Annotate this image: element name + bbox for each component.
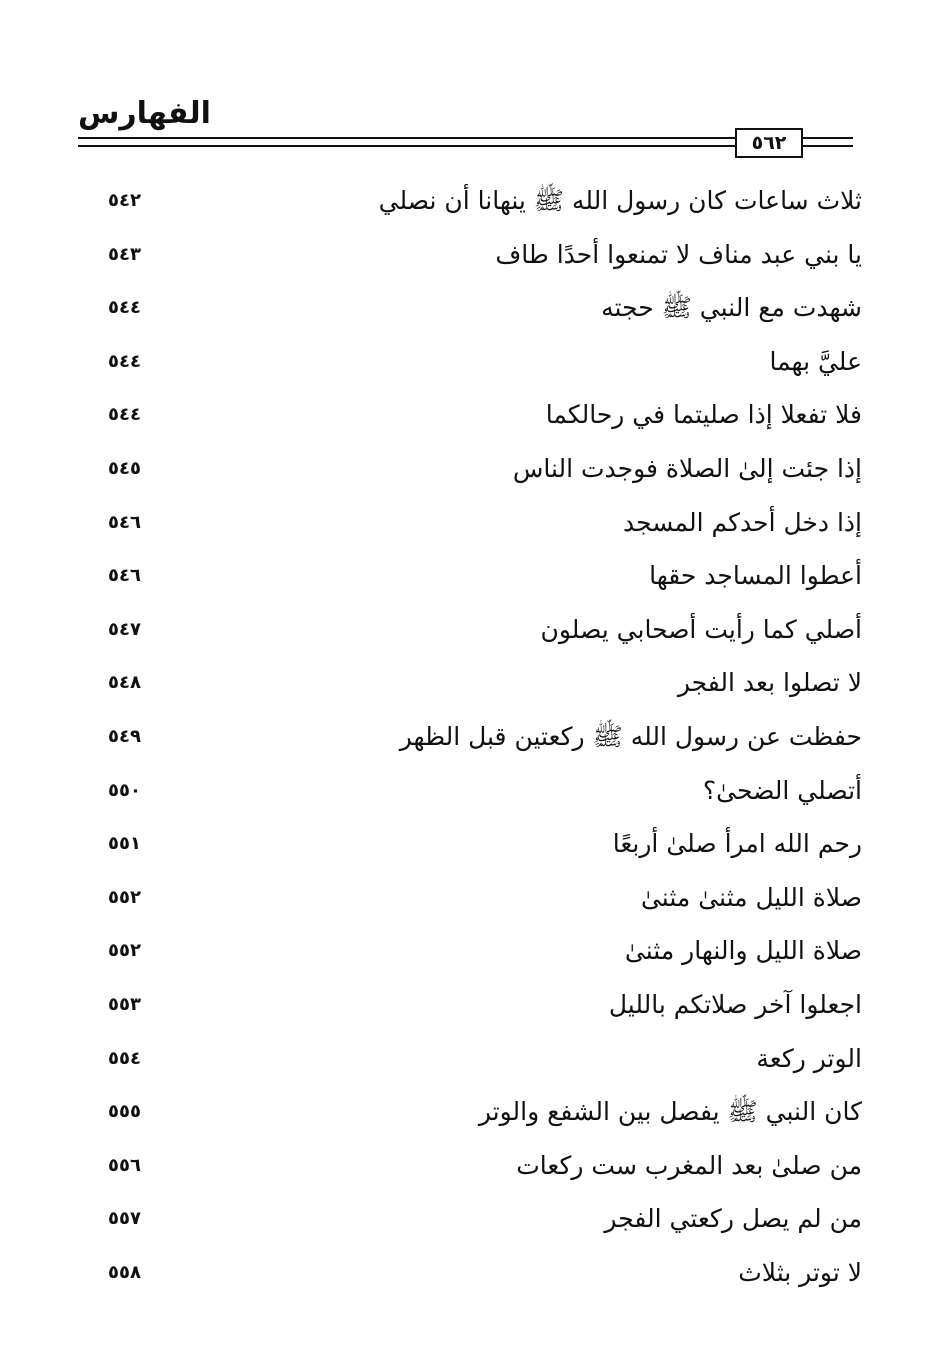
entry-text: يا بني عبد مناف لا تمنعوا أحدًا طاف [495, 240, 862, 269]
entry-page-number: ٥٥٠ [108, 780, 141, 801]
index-row [100, 1193, 862, 1247]
entry-page-number: ٥٤٥ [108, 458, 141, 479]
entry-page-number: ٥٤٦ [108, 565, 141, 586]
index-row [100, 443, 862, 497]
index-row [100, 497, 862, 551]
index-row [100, 818, 862, 872]
index-row [100, 925, 862, 979]
entry-page-number: ٥٤٢ [108, 190, 141, 211]
index-row [100, 979, 862, 1033]
entry-page-number: ٥٥٢ [108, 940, 141, 961]
index-row [100, 1140, 862, 1194]
entry-text: صلاة الليل والنهار مثنىٰ [624, 936, 862, 965]
entry-text: أعطوا المساجد حقها [649, 561, 862, 590]
entry-page-number: ٥٥٦ [108, 1155, 141, 1176]
entry-text: شهدت مع النبي ﷺ حجته [601, 293, 862, 322]
index-row [100, 711, 862, 765]
entry-page-number: ٥٤٧ [108, 619, 141, 640]
entry-page-number: ٥٤٨ [108, 672, 141, 693]
entry-text: ثلاث ساعات كان رسول الله ﷺ ينهانا أن نصلي [378, 186, 862, 215]
index-row [100, 175, 862, 229]
entry-text: فلا تفعلا إذا صليتما في رحالكما [545, 400, 862, 429]
index-row [100, 604, 862, 658]
entry-page-number: ٥٤٩ [108, 726, 141, 747]
section-title: الفهارس [78, 96, 211, 131]
index-row [100, 765, 862, 819]
entry-page-number: ٥٥٤ [108, 1048, 141, 1069]
index-row [100, 1086, 862, 1140]
entry-text: من صلىٰ بعد المغرب ست ركعات [516, 1151, 862, 1180]
entry-text: كان النبي ﷺ يفصل بين الشفع والوتر [478, 1097, 862, 1126]
entry-page-number: ٥٥١ [108, 833, 141, 854]
entry-text: عليَّ بهما [769, 347, 862, 376]
entry-text: اجعلوا آخر صلاتكم بالليل [608, 990, 862, 1019]
entry-page-number: ٥٤٦ [108, 512, 141, 533]
index-row [100, 282, 862, 336]
entry-text: من لم يصل ركعتي الفجر [604, 1204, 862, 1233]
entry-page-number: ٥٥٥ [108, 1101, 141, 1122]
index-row [100, 389, 862, 443]
entry-text: إذا جئت إلىٰ الصلاة فوجدت الناس [512, 454, 862, 483]
entry-text: رحم الله امرأ صلىٰ أربعًا [612, 829, 862, 858]
index-row [100, 229, 862, 283]
entry-text: أصلي كما رأيت أصحابي يصلون [540, 615, 862, 644]
index-row [100, 1247, 862, 1301]
entry-page-number: ٥٤٤ [108, 404, 141, 425]
index-row [100, 550, 862, 604]
entry-text: حفظت عن رسول الله ﷺ ركعتين قبل الظهر [399, 722, 862, 751]
header-rule [803, 145, 853, 147]
entry-text: أتصلي الضحىٰ؟ [702, 776, 862, 805]
page-number: ٥٦٢ [735, 128, 803, 158]
header-rule [78, 137, 735, 139]
header-rule [78, 145, 735, 147]
entry-page-number: ٥٥٨ [108, 1262, 141, 1283]
entry-page-number: ٥٤٤ [108, 351, 141, 372]
page-header [0, 0, 932, 170]
index-row [100, 336, 862, 390]
entry-text: لا تصلوا بعد الفجر [677, 668, 862, 697]
entry-page-number: ٥٤٤ [108, 297, 141, 318]
index-row [100, 1033, 862, 1087]
index-row [100, 657, 862, 711]
entry-page-number: ٥٥٢ [108, 887, 141, 908]
index-row [100, 872, 862, 926]
entry-page-number: ٥٥٧ [108, 1208, 141, 1229]
entry-text: إذا دخل أحدكم المسجد [622, 508, 862, 537]
entry-page-number: ٥٤٣ [108, 244, 141, 265]
entry-page-number: ٥٥٣ [108, 994, 141, 1015]
entry-text: لا توتر بثلاث [738, 1258, 862, 1287]
entry-text: صلاة الليل مثنىٰ مثنىٰ [640, 883, 862, 912]
entry-text: الوتر ركعة [756, 1044, 862, 1073]
header-rule [803, 137, 853, 139]
hadith-index-list [100, 175, 862, 1305]
